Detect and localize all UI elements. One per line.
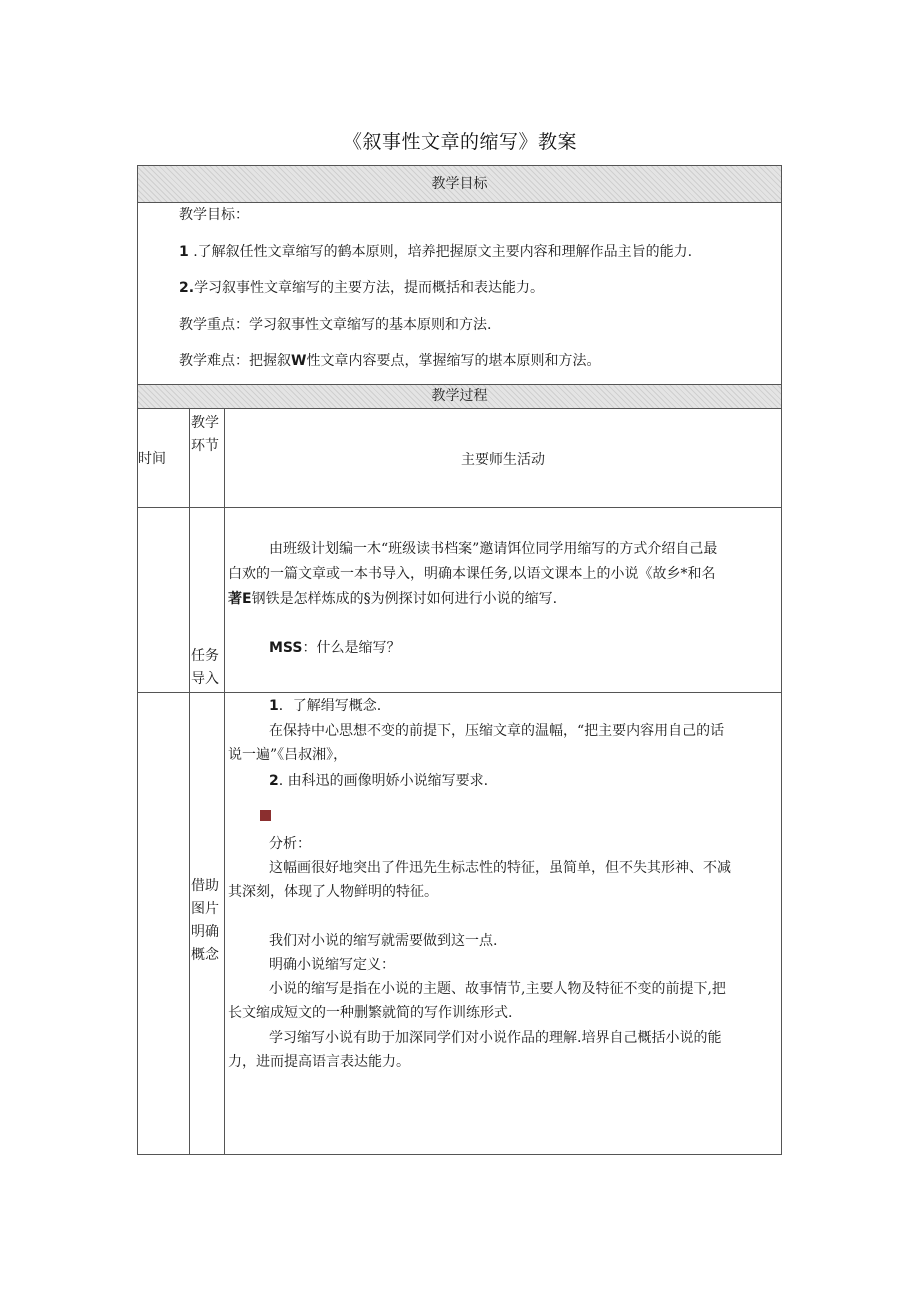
portrait-image-placeholder xyxy=(260,810,271,821)
row2-analysis-line2: 其深刻，体现了人物鲜明的特征。 xyxy=(228,884,438,900)
row2-step1-text: ．了解绢写概念. xyxy=(278,698,382,714)
row2-stage-line1: 借助 xyxy=(191,878,219,894)
table-border-top xyxy=(137,165,782,166)
rule-objectives-end xyxy=(137,384,782,385)
row1-question-text: ：什么是缩写？ xyxy=(302,640,401,656)
row2-benefit-line2: 力，进而提高语言表达能力。 xyxy=(228,1054,410,1070)
row1-p1-line3 xyxy=(228,587,557,611)
table-border-left xyxy=(137,165,138,1155)
process-header: 教学过程 xyxy=(138,385,781,408)
rule-column-header xyxy=(137,507,782,508)
row2-step2-number: 2 xyxy=(269,773,279,789)
col-header-stage-line2: 环节 xyxy=(191,438,219,454)
row1-question-label: MSS xyxy=(269,640,303,656)
row2-stage xyxy=(191,875,224,967)
objective-2-text: 学习叙事性文章缩写的主要方法，提而概括和表达能力。 xyxy=(194,280,545,296)
row2-conclusion: 我们对小说的缩写就需要做到这一点. xyxy=(269,933,498,949)
objective-2 xyxy=(179,276,544,300)
objectives-header: 教学目标 xyxy=(138,166,781,202)
rule-process-header xyxy=(137,408,782,409)
row2-step2 xyxy=(269,769,488,793)
objective-2-number: 2. xyxy=(179,280,195,296)
table-border-bottom xyxy=(137,1154,782,1155)
col-header-stage xyxy=(191,412,224,458)
row1-stage-line1: 任务 xyxy=(191,648,219,664)
objective-1-number: 1 xyxy=(179,244,189,260)
row2-step2-text: . 由科迅的画像明娇小说缩写要求. xyxy=(278,773,489,789)
row2-analysis-line1: 这幅画很好地突出了件迅先生标志性的特征，虽简单，但不失其形神、不减 xyxy=(269,860,731,876)
table-border-right xyxy=(781,165,782,1155)
row2-analysis-label: 分析： xyxy=(269,836,311,852)
document-title: 《叙事性文章的缩写》教案 xyxy=(342,131,577,153)
row1-stage-line2: 导入 xyxy=(191,671,219,687)
row2-stage-line2: 图片 xyxy=(191,901,219,917)
objective-1 xyxy=(179,240,692,264)
row1-p1-line3-bold: 著E xyxy=(228,591,252,607)
row2-stage-line3: 明确 xyxy=(191,924,219,940)
row1-stage xyxy=(191,645,224,691)
row1-p1-line3-rest: 钢铁是怎样炼成的§为例探讨如何进行小说的缩写. xyxy=(251,591,558,607)
row2-step1-para-line2: 说一遍”《吕叔湘》， xyxy=(228,747,348,763)
col-divider-time xyxy=(189,408,190,1155)
col-header-time: 时间 xyxy=(138,451,166,467)
teaching-focus: 教学重点：学习叙事性文章缩写的基本原则和方法. xyxy=(179,317,492,333)
col-header-activity: 主要师生活动 xyxy=(461,452,545,468)
row2-definition-line1: 小说的缩写是指在小说的主题、故事情节,主要人物及特征不变的前提下,把 xyxy=(269,981,726,997)
teaching-difficulty xyxy=(179,349,600,373)
row2-stage-line4: 概念 xyxy=(191,947,219,963)
difficulty-suffix: 性文章内容要点，掌握缩写的堪本原则和方法。 xyxy=(306,353,601,369)
row2-definition-label: 明确小说缩写定义： xyxy=(269,957,395,973)
row2-definition-line2: 长文缩成短文的一种删繁就简的写作训练形式. xyxy=(228,1005,513,1021)
row2-step1-para-line1: 在保持中心思想不变的前提下，压缩文章的温幅，“把主要内容用自己的话 xyxy=(269,723,725,739)
row1-p1-line1: 由班级计划编一木“班级读书档案”邀请饵位同学用缩写的方式介绍自己最 xyxy=(269,541,718,557)
objectives-label: 教学目标： xyxy=(179,207,249,223)
row2-benefit-line1: 学习缩写小说有助于加深同学们对小说作品的理解.培界自己概括小说的能 xyxy=(269,1030,722,1046)
rule-row1 xyxy=(137,692,782,693)
difficulty-prefix: 教学难点：把握叙 xyxy=(179,353,291,369)
objective-1-text: .了解叙任性文章缩写的鹤本原则，培养把握原文主要内容和理解作品主旨的能力. xyxy=(193,244,693,260)
row1-p1-line2: 白欢的一篇文章或一本书导入，明确本课任务,以语文课本上的小说《故乡*和名 xyxy=(228,566,716,582)
difficulty-bold: W xyxy=(291,353,307,369)
col-header-stage-line1: 教学 xyxy=(191,415,219,431)
row2-step1-number: 1 xyxy=(269,698,279,714)
col-divider-stage xyxy=(224,408,225,1155)
lesson-plan-table xyxy=(137,165,782,1155)
row1-question xyxy=(269,636,400,660)
row2-step1 xyxy=(269,694,381,718)
